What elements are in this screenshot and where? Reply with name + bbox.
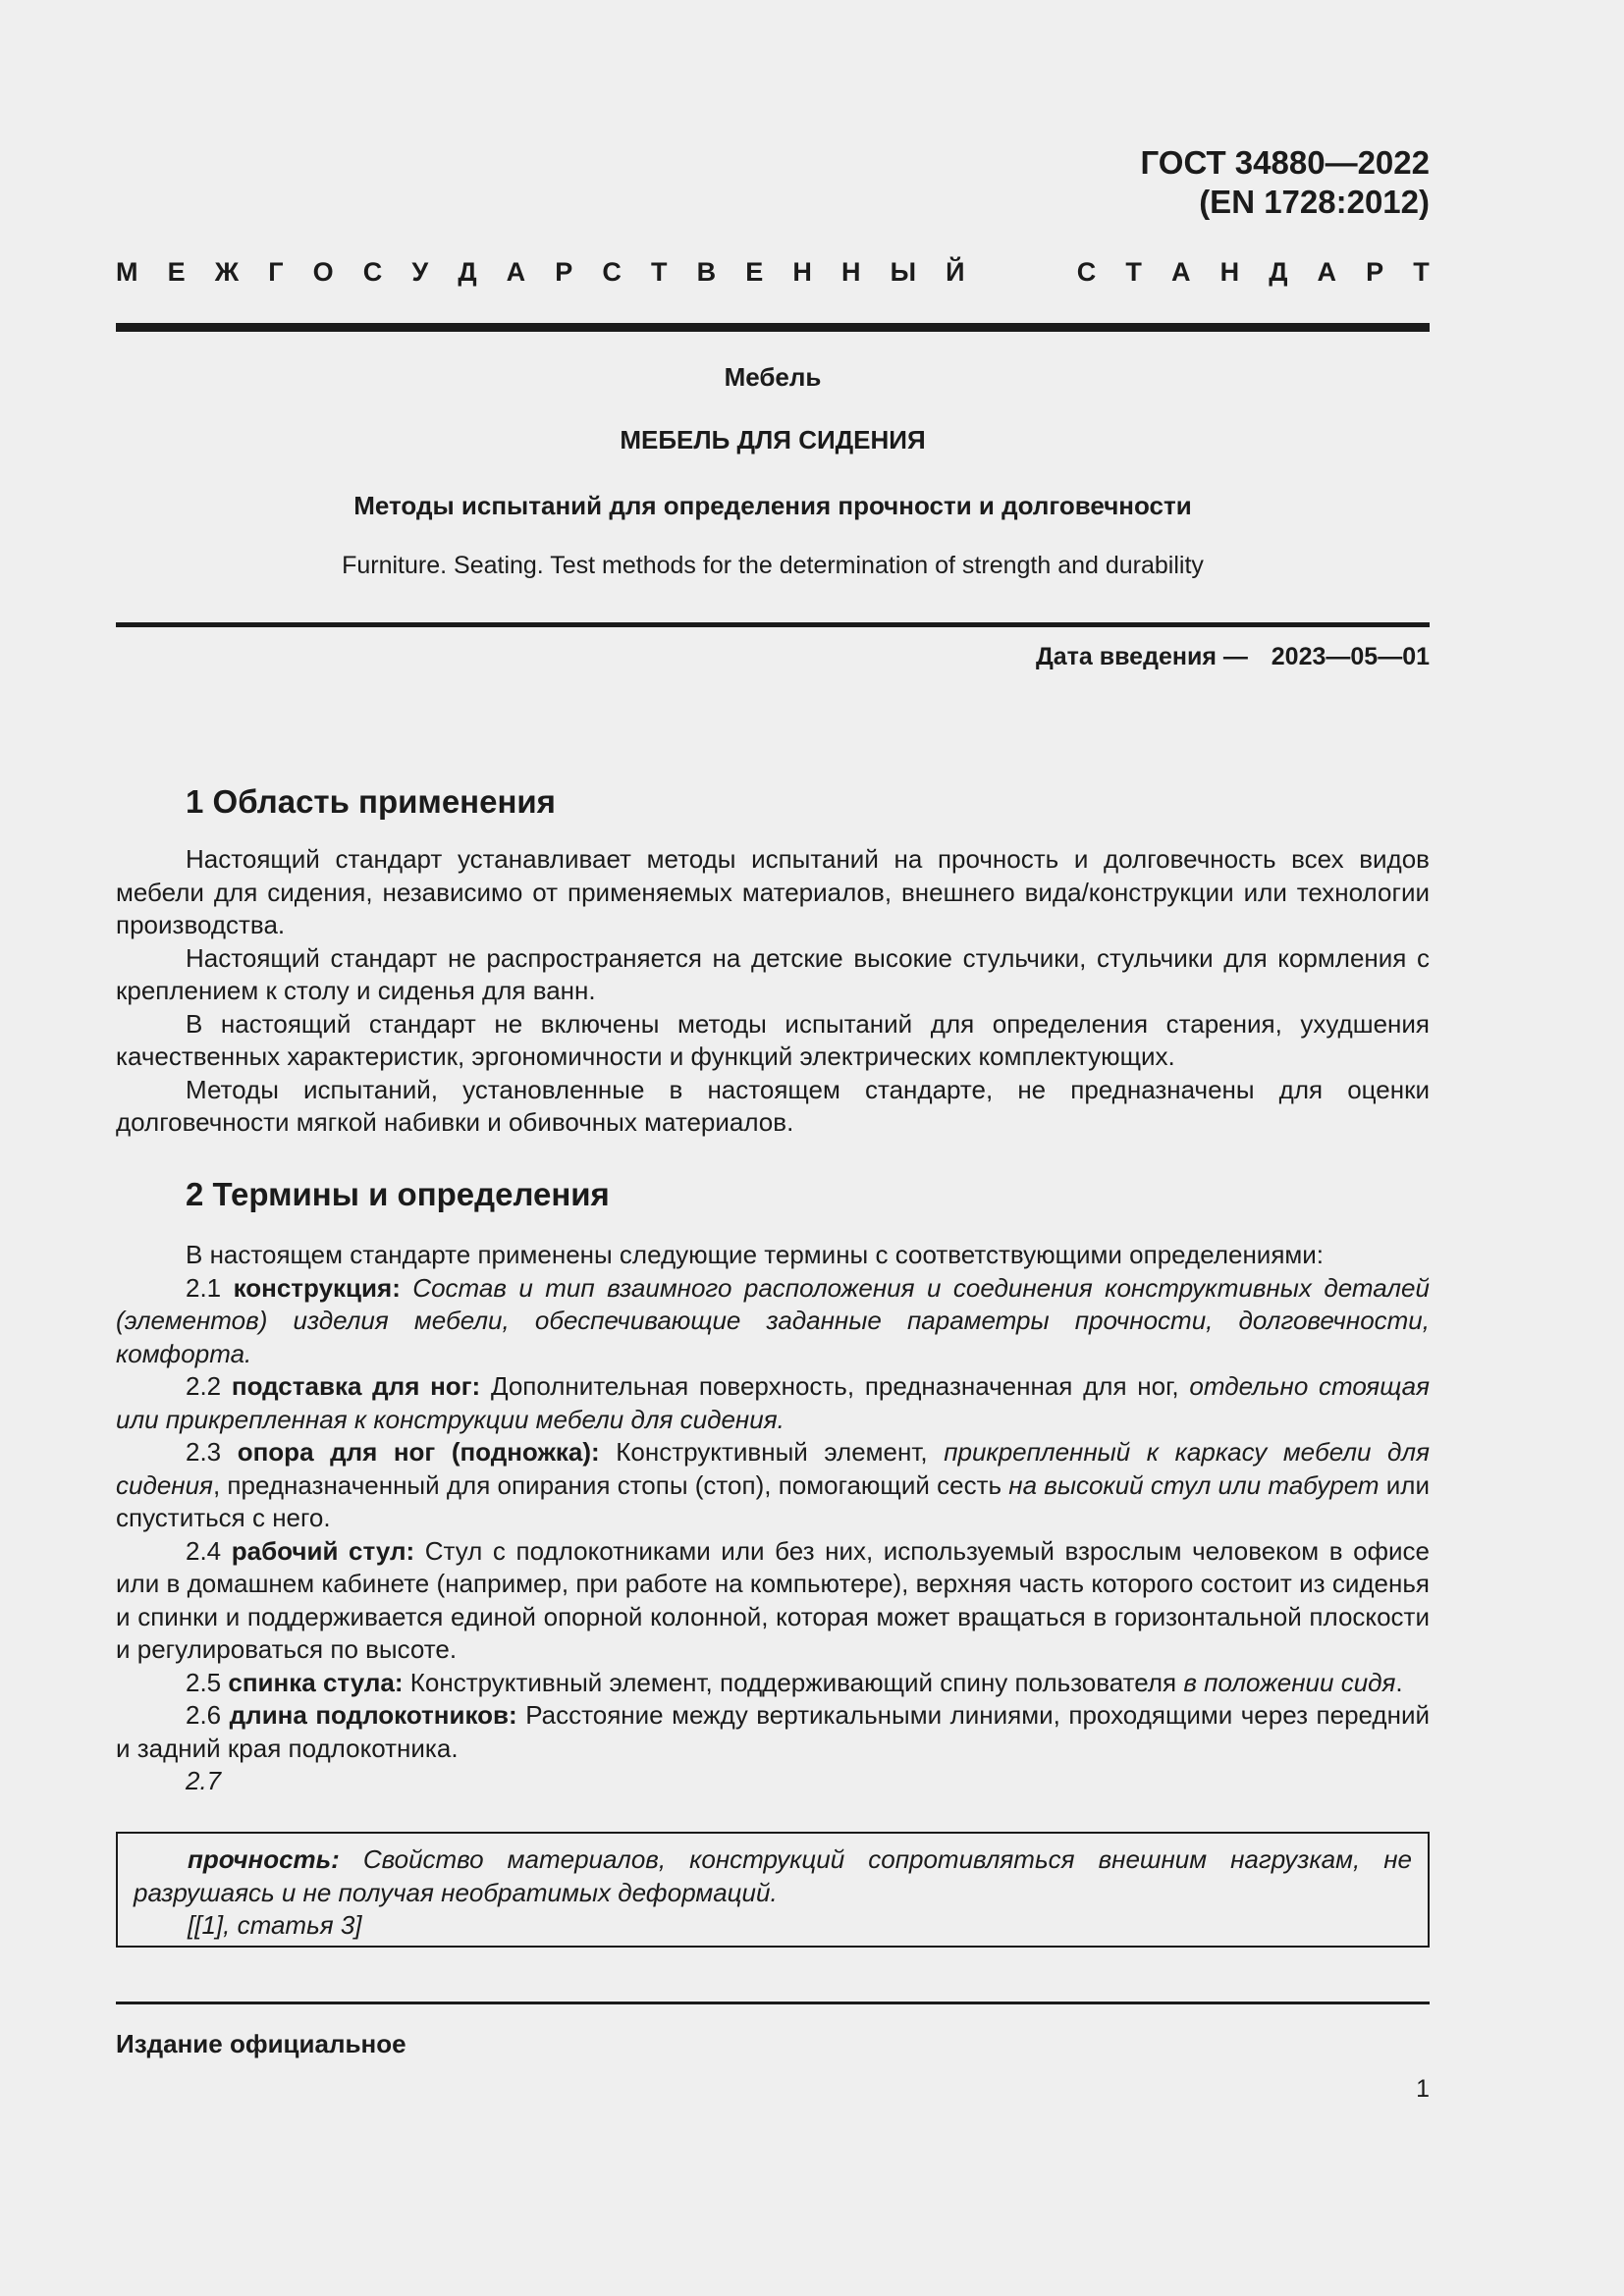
banner-letter: А xyxy=(1317,257,1337,287)
banner-letter: А xyxy=(1170,257,1191,287)
term-definition-italic: в положении сидя xyxy=(1183,1667,1396,1697)
term-definition-italic: на высокий стул или табурет xyxy=(1008,1469,1380,1500)
title-english: Furniture. Seating. Test methods for the determination of strength and durability xyxy=(342,552,1204,579)
term-2-7-number: 2.7 xyxy=(186,1766,222,1795)
section-2-body xyxy=(116,1239,1430,1798)
introduction-date xyxy=(1036,643,1430,671)
term-definition-end: . xyxy=(1395,1667,1403,1697)
term-definition: Дополнительная поверхность, предназначенная для ног, xyxy=(490,1371,1179,1401)
banner-letter: Т xyxy=(651,257,668,287)
banner-letter: О xyxy=(312,257,334,287)
banner-letter: М xyxy=(116,257,138,287)
title-group: Мебель xyxy=(724,362,822,392)
banner-letter: Н xyxy=(1219,257,1240,287)
term-name: спинка стула: xyxy=(228,1667,404,1697)
official-edition-label: Издание официальное xyxy=(116,2029,406,2058)
term-2-7-box xyxy=(116,1832,1430,1948)
title-methods: Методы испытаний для определения прочности и долговечности xyxy=(353,491,1192,520)
term-2-2 xyxy=(116,1370,1430,1436)
term-name: прочность: xyxy=(188,1844,340,1874)
term-number: 2.1 xyxy=(186,1272,222,1303)
term-definition: Конструктивный элемент, поддерживающий спину пользователя xyxy=(409,1667,1177,1697)
banner-letter: Е xyxy=(167,257,186,287)
date-label: Дата введения — xyxy=(1035,643,1248,670)
banner-gap xyxy=(995,257,1048,288)
banner-letter: С xyxy=(362,257,383,287)
banner-letter: Т xyxy=(1125,257,1142,287)
term-number: 2.2 xyxy=(186,1371,222,1401)
term-name: конструкция: xyxy=(233,1272,401,1303)
term-definition: Конструктивный элемент, xyxy=(616,1437,928,1467)
term-name: подставка для ног: xyxy=(231,1371,481,1401)
term-number: 2.6 xyxy=(186,1700,222,1730)
banner-letter: Г xyxy=(268,257,284,287)
banner-letter: Е xyxy=(745,257,764,287)
term-definition: Стул с подлокотниками или без них, используемый взрослым человеком в офисе или в домашнем кабинете (например, при работе на компьютере), верхняя часть которого состоит из сиденья и спинки и поддерживается единой опорной колонной, которая может вращаться в горизонтальной плоскости и регулироваться по высоте. xyxy=(116,1535,1430,1664)
banner-letter: Д xyxy=(458,257,477,287)
banner-letter: С xyxy=(1076,257,1097,287)
title-subject: МЕБЕЛЬ ДЛЯ СИДЕНИЯ xyxy=(620,425,926,454)
banner-letter: Р xyxy=(555,257,573,287)
term-2-7-text xyxy=(134,1843,1412,1909)
banner-letter: Ы xyxy=(890,257,917,287)
term-definition: или спуститься с него. xyxy=(116,1469,1430,1532)
term-number: 2.3 xyxy=(186,1437,222,1467)
term-2-7-source: [[1], статья 3] xyxy=(188,1910,362,1940)
term-number: 2.4 xyxy=(186,1535,222,1566)
paragraph: Настоящий стандарт устанавливает методы испытаний на прочность и долговечность всех видов мебели для сидения, независимо от применяемых материалов, внешнего вида/конструкции или технологии производства. xyxy=(116,844,1430,939)
term-2-5 xyxy=(116,1667,1430,1700)
paragraph: Методы испытаний, установленные в настоящем стандарте, не предназначены для оценки долговечности мягкой набивки и обивочных материалов. xyxy=(116,1074,1430,1137)
term-2-1 xyxy=(116,1272,1430,1371)
banner-letter: У xyxy=(411,257,429,287)
section-1-title: 1 Область применения xyxy=(186,783,556,820)
term-definition: Расстояние между вертикальными линиями, проходящими через передний и задний края подлокотника. xyxy=(116,1700,1431,1763)
banner-letter: Н xyxy=(840,257,861,287)
banner-letter: Н xyxy=(792,257,812,287)
section-1-body xyxy=(116,843,1430,1140)
paragraph: В настоящий стандарт не включены методы испытаний для определения старения, ухудшения качественных характеристик, эргономичности и функций электрических комплектующих. xyxy=(116,1008,1430,1071)
banner-letter: Т xyxy=(1413,257,1430,287)
interstate-standard-banner xyxy=(116,257,1430,288)
term-name: длина подлокотников: xyxy=(229,1700,517,1730)
gost-designation xyxy=(1141,143,1430,222)
banner-letter: С xyxy=(602,257,622,287)
banner-letter: В xyxy=(696,257,717,287)
paragraph: Настоящий стандарт не распространяется на детские высокие стульчики, стульчики для кормления с креплением к столу и сиденья для ванн. xyxy=(116,942,1430,1005)
term-definition: Свойство материалов, конструкций сопротивляться внешним нагрузкам, не разрушаясь и не получая необратимых деформаций. xyxy=(134,1844,1412,1907)
section-2-intro: В настоящем стандарте применены следующие термины с соответствующими определениями: xyxy=(186,1240,1325,1269)
banner-letter: Д xyxy=(1269,257,1288,287)
term-number: 2.5 xyxy=(186,1667,222,1697)
term-2-3 xyxy=(116,1436,1430,1535)
date-value: 2023—05—01 xyxy=(1271,643,1430,670)
footer-rule xyxy=(116,2002,1430,2004)
header-rule xyxy=(116,323,1430,332)
term-2-4 xyxy=(116,1535,1430,1667)
term-definition: Состав и тип взаимного расположения и соединения конструктивных деталей (элементов) изделия мебели, обеспечивающие заданные параметры прочности, долговечности, комфорта. xyxy=(116,1272,1430,1368)
section-2-title: 2 Термины и определения xyxy=(186,1176,610,1212)
term-name: рабочий стул: xyxy=(231,1535,415,1566)
term-definition-italic: отдельно стоящая или прикрепленная к конструкции мебели для сидения. xyxy=(116,1371,1430,1434)
term-definition: , предназначенный для опирания стопы (стоп), помогающий сесть xyxy=(212,1469,1002,1500)
term-2-6 xyxy=(116,1699,1430,1765)
term-definition-italic: прикрепленный к каркасу мебели для сидения xyxy=(116,1437,1430,1500)
gost-number: ГОСТ 34880—2022 xyxy=(1140,144,1430,181)
banner-letter: Ж xyxy=(214,257,240,287)
title-rule xyxy=(116,622,1430,627)
banner-letter: А xyxy=(506,257,526,287)
en-number: (EN 1728:2012) xyxy=(1199,184,1430,220)
term-name: опора для ног (подножка): xyxy=(237,1437,600,1467)
banner-letter: Й xyxy=(946,257,965,287)
page-number: 1 xyxy=(1416,2075,1430,2103)
banner-letter: Р xyxy=(1366,257,1384,287)
